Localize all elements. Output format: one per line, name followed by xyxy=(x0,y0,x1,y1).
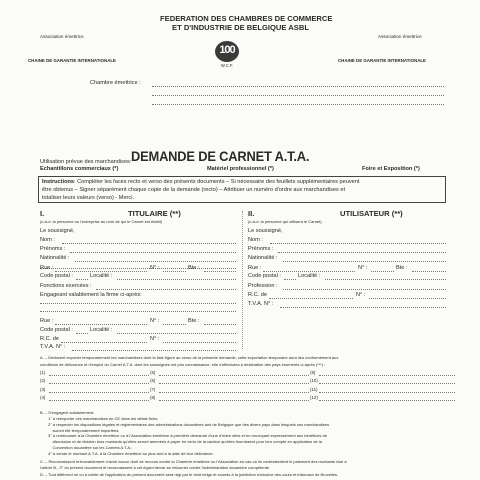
country-label-4: (4) xyxy=(40,395,46,401)
usage-option-materiel[interactable]: Matériel professionnel (*) xyxy=(207,166,274,172)
utilisateur-num-field[interactable] xyxy=(371,271,394,272)
section-c-text-1: C. – Reconnaissent irrévocablement n'avoir aucun droit de recours contre la Chambre émettrice ou l'Association en cas où ils contesteraient le paiement des montants visé à xyxy=(40,459,347,464)
section-a-text-2: conditions de délivrance et d'emploi du Carnet A.T.A. dont les soussignés ont pris connaissance, elle s'effectuera à destination des pays énumérés ci-après (***) : xyxy=(40,362,326,367)
country-label-2: (2) xyxy=(40,378,46,384)
usage-option-foire[interactable]: Foire et Exposition (*) xyxy=(362,166,420,172)
utilisateur-prenoms-label: Prénoms : xyxy=(248,246,274,252)
titulaire-fonctions-field[interactable] xyxy=(96,289,236,290)
utilisateur-localite-field[interactable] xyxy=(325,279,446,280)
section-b-item: auront été temporairement importées; xyxy=(48,427,120,433)
instructions-text-1: : Compléter les faces recto et verso des présents documents – Si nécessaire des feuillets supplémentaires peuvent xyxy=(74,179,360,185)
titulaire-prenoms-label: Prénoms : xyxy=(40,246,66,252)
section-b-item: discussion et de division tous montants qu'elles seront amenées à payer en vertu de la caution qu'elles fournissent pour leur compte en application de la xyxy=(48,439,322,445)
country-label-8: (8) xyxy=(150,395,156,401)
usage-option-echantillons[interactable]: Echantillons commerciaux (*) xyxy=(40,166,119,172)
utilisateur-soussigne: Le soussigné, xyxy=(248,228,283,234)
titulaire-localite-field[interactable] xyxy=(117,279,236,280)
section-c-text-2: l'article B., 3° du présent document et reconnaissent à cet égard devoir se retourner contre l'administration douanière compétente. xyxy=(40,465,271,470)
utilisateur-tva-field[interactable] xyxy=(280,307,446,308)
titulaire-localite-label: Localité : xyxy=(90,273,113,279)
assoc-label-left: Association émettrice xyxy=(40,34,84,39)
titulaire-rue2-field[interactable] xyxy=(55,324,147,325)
wcf-logo xyxy=(214,40,240,70)
titulaire-nom-field[interactable] xyxy=(62,243,236,244)
utilisateur-bte-label: Bte : xyxy=(396,265,408,271)
titulaire-num3-field[interactable] xyxy=(163,342,236,343)
titulaire-codepostal-label: Code postal : xyxy=(40,273,73,279)
titulaire-engageant-label: Engageant valablement la firme ci-après: xyxy=(40,292,142,298)
utilisateur-prenoms-field[interactable] xyxy=(278,252,446,253)
country-label-9: (9) xyxy=(310,370,316,375)
titulaire-num2-field[interactable] xyxy=(163,324,186,325)
country-field-9[interactable] xyxy=(319,375,455,376)
titulaire-firme-line-1[interactable] xyxy=(40,303,236,304)
titulaire-tva-label: T.V.A. N° : xyxy=(40,344,66,350)
utilisateur-profession-label: Profession : xyxy=(248,283,278,289)
titulaire-blank-line[interactable] xyxy=(40,268,236,269)
utilisateur-num3-field[interactable] xyxy=(369,298,446,299)
country-field-11[interactable] xyxy=(319,392,455,393)
utilisateur-title: UTILISATEUR (**) xyxy=(340,209,403,218)
country-field-8[interactable] xyxy=(159,400,309,401)
country-label-6: (6) xyxy=(150,378,156,384)
utilisateur-subtitle: (c-à-d. la personne qui utilisera le Carnet) xyxy=(248,219,322,224)
page-title: DEMANDE DE CARNET A.T.A. xyxy=(131,148,310,164)
country-field-12[interactable] xyxy=(319,400,455,401)
utilisateur-profession-field[interactable] xyxy=(283,289,446,290)
country-field-7[interactable] xyxy=(159,392,309,393)
utilisateur-nationalite-label: Nationalité : xyxy=(248,255,278,261)
utilisateur-nom-field[interactable] xyxy=(270,243,446,244)
titulaire-localite2-field[interactable] xyxy=(117,333,236,334)
chambre-emettrice-line-1[interactable] xyxy=(152,86,444,87)
country-label-12: (12) xyxy=(310,395,318,401)
titulaire-tva-field[interactable] xyxy=(72,350,236,351)
titulaire-number: I. xyxy=(40,209,45,218)
instructions-box xyxy=(38,176,446,203)
section-b-item: 3° à rembourser à la Chambre émettrice ou à l'Association émettrice à première demande d'une d'entre elles et en renonçant expressément aux bénéfices de xyxy=(48,433,327,439)
federation-line-1: FEDERATION DES CHAMBRES DE COMMERCE xyxy=(160,14,333,23)
titulaire-subtitle: (c-à-d. la personne ou l'entreprise au nom de qui le Carnet est établi) xyxy=(40,219,162,224)
country-label-1: (1) xyxy=(40,370,46,375)
section-d-text-1: D. – Tout différend né ou à naître de l'application du présent document sera régi par le droit belge et soumis à la juridiction exclusive des cours et tribunaux de Bruxelles. xyxy=(40,472,339,477)
titulaire-bte-label: Bte : xyxy=(188,265,200,271)
country-label-7: (7) xyxy=(150,386,156,392)
section-a-text-1: A. – Déclarent exporter temporairement les marchandises dont la liste figure au verso de la présente demande, cette exportation temporaire aura lieu conformément aux xyxy=(40,355,339,360)
utilisateur-codepostal-field[interactable] xyxy=(284,279,296,280)
countries-list xyxy=(40,370,446,404)
instructions-text-2: être obtenus – Signer séparément chaque copie de la demande (recto) – Attribuer un numéro d'ordre aux marchandises et xyxy=(42,187,345,193)
titulaire-nationalite-field[interactable] xyxy=(75,261,236,262)
titulaire-bte-field[interactable] xyxy=(204,271,236,272)
country-label-10: (10) xyxy=(310,378,318,384)
utilisateur-rue-field[interactable] xyxy=(263,271,355,272)
titulaire-rue2-label: Rue : xyxy=(40,318,54,324)
usage-label: Utilisation prévue des marchandises: xyxy=(40,159,132,165)
titulaire-localite2-label: Localité : xyxy=(90,327,113,333)
wcf-logo-caption: W.C.F. xyxy=(220,63,234,68)
utilisateur-tva-label: T.V.A. N° : xyxy=(248,301,274,307)
section-b-item: 1° à réexporter ces marchandises en CE dans les délais fixés; xyxy=(48,416,159,421)
titulaire-rue-label: Rue : xyxy=(40,265,54,271)
country-label-5: (5) xyxy=(150,370,156,375)
country-field-10[interactable] xyxy=(319,383,455,384)
titulaire-bte2-label: Bte : xyxy=(188,318,200,324)
utilisateur-num3-label: N° : xyxy=(356,292,366,298)
section-b-item: 4° à verser le montant A.T.A. à la Chambre émettrice au plus tard à la date de leur délivrance. xyxy=(48,450,214,456)
wcf-logo-number: 100 xyxy=(219,44,235,56)
country-field-3[interactable] xyxy=(49,392,149,393)
country-field-2[interactable] xyxy=(49,383,149,384)
section-b-item: 2° à respecter les dispositions légales et réglementaires des administrations douanières tant de Belgique que des divers pays dans lesquels ces marchandises xyxy=(48,421,330,427)
titulaire-nom-label: Nom : xyxy=(40,237,55,243)
federation-line-2: ET D'INDUSTRIE DE BELGIQUE ASBL xyxy=(172,23,309,32)
country-field-6[interactable] xyxy=(159,383,309,384)
titulaire-codepostal2-field[interactable] xyxy=(76,333,88,334)
utilisateur-num-label: N° : xyxy=(358,265,368,271)
utilisateur-nom-label: Nom : xyxy=(248,237,263,243)
section-b-lead: B. – S'engagent solidairement: xyxy=(40,410,95,415)
utilisateur-rc-field[interactable] xyxy=(269,298,353,299)
titulaire-num-label: N° : xyxy=(150,265,160,271)
titulaire-nationalite-label: Nationalité : xyxy=(40,255,70,261)
titulaire-codepostal-field[interactable] xyxy=(76,279,88,280)
titulaire-firme-line-2[interactable] xyxy=(40,311,236,312)
chambre-emettrice-label: Chambre émettrice : xyxy=(90,80,141,86)
utilisateur-number: II. xyxy=(248,209,255,218)
utilisateur-localite-label: Localité : xyxy=(298,273,321,279)
section-separator xyxy=(242,211,243,349)
assoc-label-right: Association émettrice xyxy=(378,34,422,39)
chambre-emettrice-line-2[interactable] xyxy=(152,95,444,96)
titulaire-soussigne: Le soussigné, xyxy=(40,228,75,234)
chambre-emettrice-line-3[interactable] xyxy=(152,104,444,105)
country-field-4[interactable] xyxy=(49,400,149,401)
instructions-lead: Instructions xyxy=(42,179,75,185)
utilisateur-bte-field[interactable] xyxy=(412,271,446,272)
country-field-5[interactable] xyxy=(159,375,309,376)
section-b-item: Convention douanière sur les Carnets A.T.A.; xyxy=(48,445,133,450)
utilisateur-rc-label: R.C. de xyxy=(248,292,267,298)
titulaire-rc-label: R.C. de xyxy=(40,336,59,342)
titulaire-title: TITULAIRE (**) xyxy=(128,209,181,218)
instructions-text-3: totaliser leurs valeurs (verso) - Merci. xyxy=(42,195,135,201)
utilisateur-rue-label: Rue : xyxy=(248,265,262,271)
titulaire-rue-field[interactable] xyxy=(55,271,147,272)
titulaire-num2-label: N° : xyxy=(150,318,160,324)
country-field-1[interactable] xyxy=(49,375,149,376)
utilisateur-nationalite-field[interactable] xyxy=(283,261,446,262)
utilisateur-codepostal-label: Code postal : xyxy=(248,273,281,279)
titulaire-num-field[interactable] xyxy=(163,271,186,272)
titulaire-bte2-field[interactable] xyxy=(204,324,236,325)
chain-label-left: CHAINE DE GARANTIE INTERNATIONALE xyxy=(28,58,116,63)
chain-label-right: CHAINE DE GARANTIE INTERNATIONALE xyxy=(338,58,426,63)
titulaire-codepostal2-label: Code postal : xyxy=(40,327,73,333)
titulaire-prenoms-field[interactable] xyxy=(70,252,236,253)
titulaire-rc-field[interactable] xyxy=(61,342,147,343)
country-label-11: (11) xyxy=(310,386,318,392)
titulaire-fonctions-label: Fonctions exercées : xyxy=(40,283,92,289)
titulaire-num3-label: N° : xyxy=(150,336,160,342)
country-label-3: (3) xyxy=(40,386,46,392)
